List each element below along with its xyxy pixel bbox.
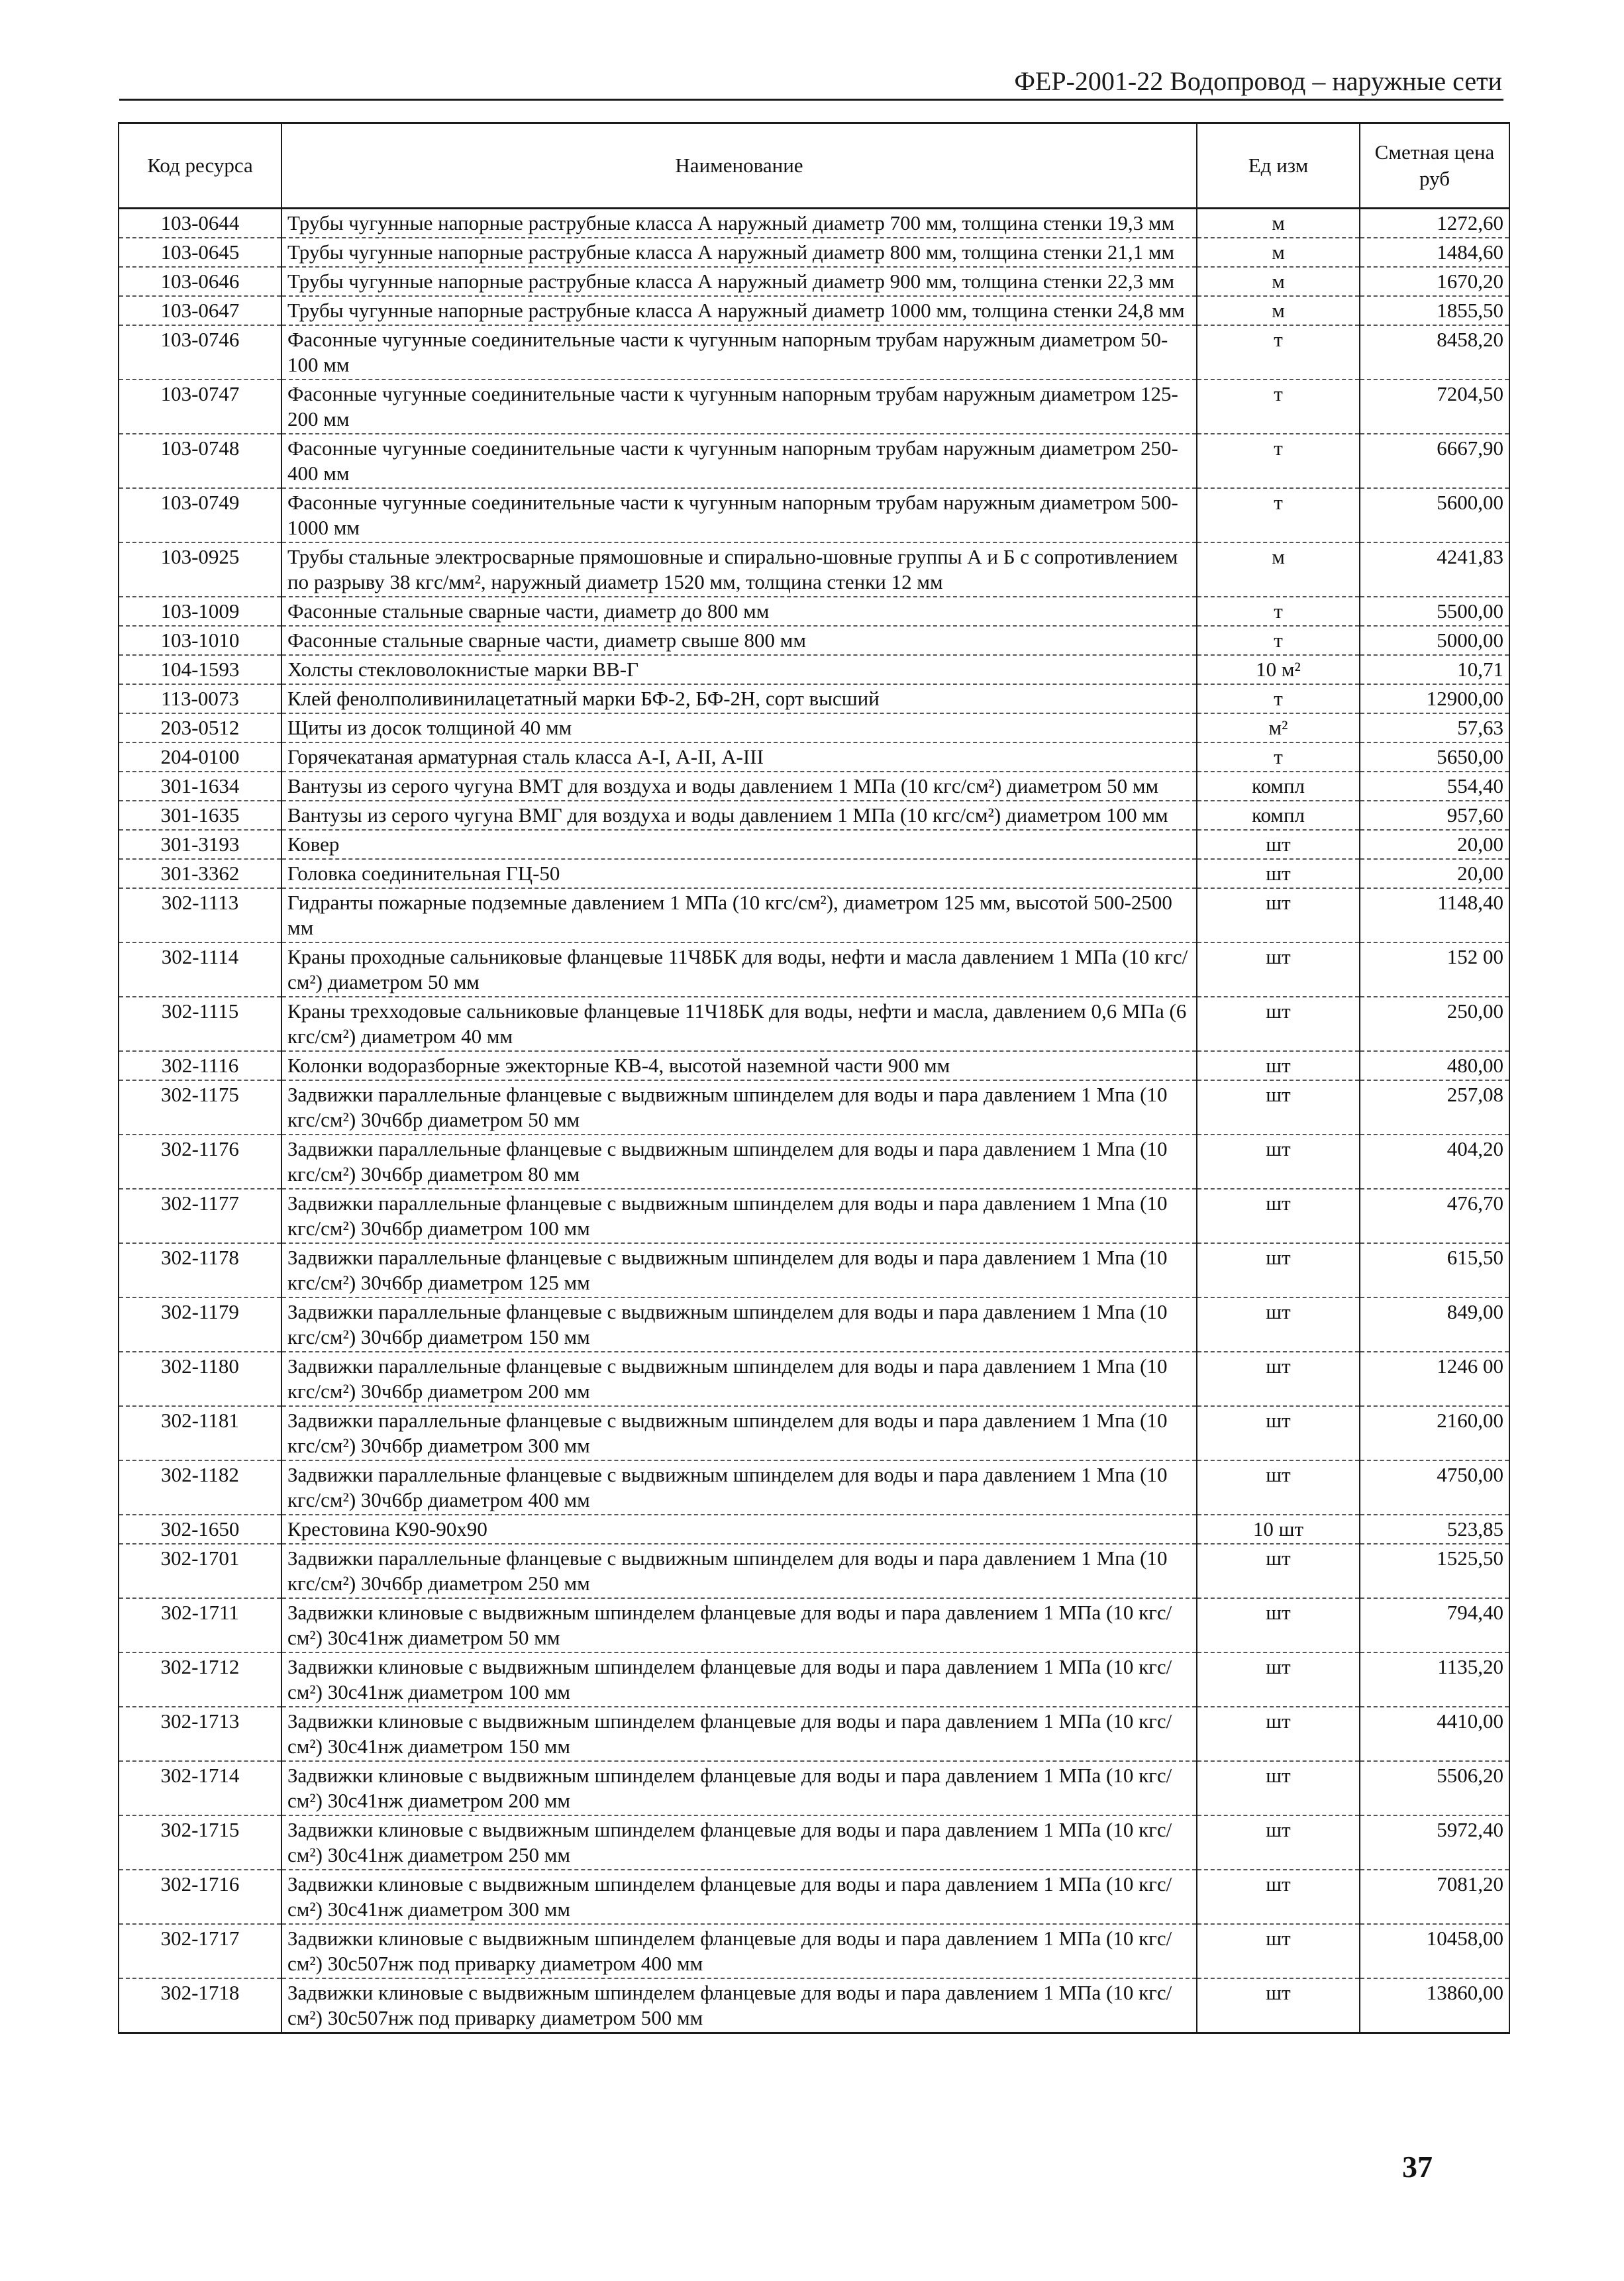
cell-price: 7081,20 xyxy=(1360,1870,1509,1924)
cell-price: 1670,20 xyxy=(1360,267,1509,296)
cell-price: 4241,83 xyxy=(1360,542,1509,597)
table-row xyxy=(119,1080,1509,1135)
table-row xyxy=(119,434,1509,488)
table-row xyxy=(119,1870,1509,1924)
cell-code: 103-0647 xyxy=(119,296,281,325)
cell-code: 204-0100 xyxy=(119,742,281,772)
table-row xyxy=(119,742,1509,772)
cell-price: 476,70 xyxy=(1360,1189,1509,1243)
table-header-row xyxy=(119,123,1509,209)
cell-code: 302-1711 xyxy=(119,1598,281,1652)
cell-price: 1525,50 xyxy=(1360,1544,1509,1598)
cell-price: 20,00 xyxy=(1360,830,1509,859)
cell-name: Задвижки клиновые с выдвижным шпинделем фланцевые для воды и пара давлением 1 МПа (10 кгс/см²) 30с41нж диаметром 150 мм xyxy=(281,1707,1197,1761)
cell-name: Головка соединительная ГЦ-50 xyxy=(281,859,1197,888)
table-row xyxy=(119,1352,1509,1406)
cell-unit: м xyxy=(1197,267,1360,296)
cell-unit: шт xyxy=(1197,1406,1360,1460)
cell-code: 302-1181 xyxy=(119,1406,281,1460)
cell-name: Задвижки параллельные фланцевые с выдвижным шпинделем для воды и пара давлением 1 Мпа (10 кгс/см²) 30ч6бр диаметром 125 мм xyxy=(281,1243,1197,1297)
cell-unit: шт xyxy=(1197,1243,1360,1297)
table-row xyxy=(119,542,1509,597)
cell-code: 103-0646 xyxy=(119,267,281,296)
table-row xyxy=(119,1924,1509,1978)
cell-price: 4750,00 xyxy=(1360,1460,1509,1515)
cell-price: 2160,00 xyxy=(1360,1406,1509,1460)
cell-name: Трубы чугунные напорные раструбные класса А наружный диаметр 700 мм, толщина стенки 19,3 мм xyxy=(281,209,1197,238)
table-row xyxy=(119,888,1509,942)
page-number: 37 xyxy=(1402,2150,1433,2184)
cell-unit: шт xyxy=(1197,1544,1360,1598)
cell-price: 10458,00 xyxy=(1360,1924,1509,1978)
table-row xyxy=(119,1515,1509,1544)
table-row xyxy=(119,1544,1509,1598)
table-body xyxy=(119,209,1509,2033)
cell-unit: т xyxy=(1197,684,1360,713)
column-header-name: Наименование xyxy=(281,123,1197,209)
cell-name: Фасонные стальные сварные части, диаметр свыше 800 мм xyxy=(281,626,1197,655)
cell-unit: м xyxy=(1197,209,1360,238)
cell-price: 849,00 xyxy=(1360,1297,1509,1352)
table-row xyxy=(119,859,1509,888)
cell-price: 4410,00 xyxy=(1360,1707,1509,1761)
cell-name: Холсты стекловолокнистые марки ВВ-Г xyxy=(281,655,1197,684)
cell-unit: т xyxy=(1197,434,1360,488)
table-row xyxy=(119,997,1509,1051)
cell-unit: шт xyxy=(1197,1460,1360,1515)
cell-unit: компл xyxy=(1197,772,1360,801)
cell-price: 12900,00 xyxy=(1360,684,1509,713)
cell-unit: компл xyxy=(1197,801,1360,830)
column-header-unit: Ед изм xyxy=(1197,123,1360,209)
cell-name: Краны проходные сальниковые фланцевые 11Ч8БК для воды, нефти и масла давлением 1 МПа (10 кгс/см²) диаметром 50 мм xyxy=(281,942,1197,997)
cell-name: Задвижки клиновые с выдвижным шпинделем фланцевые для воды и пара давлением 1 МПа (10 кгс/см²) 30с41нж диаметром 200 мм xyxy=(281,1761,1197,1815)
cell-price: 57,63 xyxy=(1360,713,1509,742)
cell-unit: т xyxy=(1197,325,1360,380)
table-row xyxy=(119,1598,1509,1652)
cell-name: Фасонные чугунные соединительные части к чугунным напорным трубам наружным диаметром 50-100 мм xyxy=(281,325,1197,380)
cell-price: 7204,50 xyxy=(1360,380,1509,434)
cell-unit: шт xyxy=(1197,1761,1360,1815)
cell-name: Задвижки клиновые с выдвижным шпинделем фланцевые для воды и пара давлением 1 МПа (10 кгс/см²) 30с41нж диаметром 100 мм xyxy=(281,1652,1197,1707)
cell-price: 250,00 xyxy=(1360,997,1509,1051)
cell-code: 203-0512 xyxy=(119,713,281,742)
table-row xyxy=(119,1297,1509,1352)
header-divider xyxy=(119,99,1503,101)
cell-code: 302-1717 xyxy=(119,1924,281,1978)
cell-name: Задвижки клиновые с выдвижным шпинделем фланцевые для воды и пара давлением 1 МПа (10 кгс/см²) 30с507нж под приварку диаметром 400 мм xyxy=(281,1924,1197,1978)
cell-code: 301-1635 xyxy=(119,801,281,830)
cell-code: 302-1713 xyxy=(119,1707,281,1761)
cell-code: 302-1177 xyxy=(119,1189,281,1243)
cell-price: 8458,20 xyxy=(1360,325,1509,380)
table-row xyxy=(119,325,1509,380)
table-row xyxy=(119,1460,1509,1515)
table-row xyxy=(119,626,1509,655)
cell-price: 152 00 xyxy=(1360,942,1509,997)
cell-code: 104-1593 xyxy=(119,655,281,684)
cell-price: 5000,00 xyxy=(1360,626,1509,655)
table-row xyxy=(119,1406,1509,1460)
cell-name: Трубы стальные электросварные прямошовные и спирально-шовные группы А и Б с сопротивлением по разрыву 38 кгс/мм², наружный диаметр 1520 мм, толщина стенки 12 мм xyxy=(281,542,1197,597)
cell-code: 302-1650 xyxy=(119,1515,281,1544)
cell-name: Задвижки клиновые с выдвижным шпинделем фланцевые для воды и пара давлением 1 МПа (10 кгс/см²) 30с41нж диаметром 300 мм xyxy=(281,1870,1197,1924)
cell-name: Задвижки параллельные фланцевые с выдвижным шпинделем для воды и пара давлением 1 Мпа (10 кгс/см²) 30ч6бр диаметром 100 мм xyxy=(281,1189,1197,1243)
cell-code: 103-1010 xyxy=(119,626,281,655)
cell-unit: 10 м² xyxy=(1197,655,1360,684)
column-header-code: Код ресурса xyxy=(119,123,281,209)
table-row xyxy=(119,1189,1509,1243)
cell-unit: шт xyxy=(1197,1815,1360,1870)
cell-name: Крестовина К90-90х90 xyxy=(281,1515,1197,1544)
cell-name: Фасонные чугунные соединительные части к чугунным напорным трубам наружным диаметром 250-400 мм xyxy=(281,434,1197,488)
cell-unit: шт xyxy=(1197,888,1360,942)
cell-code: 103-0925 xyxy=(119,542,281,597)
running-header: ФЕР-2001-22 Водопровод – наружные сети xyxy=(1014,66,1502,96)
cell-name: Фасонные чугунные соединительные части к чугунным напорным трубам наружным диаметром 500-1000 мм xyxy=(281,488,1197,542)
cell-name: Колонки водоразборные эжекторные КВ-4, высотой наземной части 900 мм xyxy=(281,1051,1197,1080)
cell-price: 20,00 xyxy=(1360,859,1509,888)
cell-code: 301-1634 xyxy=(119,772,281,801)
cell-code: 302-1178 xyxy=(119,1243,281,1297)
cell-unit: т xyxy=(1197,742,1360,772)
cell-name: Вантузы из серого чугуна ВМТ для воздуха и воды давлением 1 МПа (10 кгс/см²) диаметром 50 мм xyxy=(281,772,1197,801)
cell-price: 1855,50 xyxy=(1360,296,1509,325)
cell-code: 302-1179 xyxy=(119,1297,281,1352)
table-row xyxy=(119,1051,1509,1080)
table-row xyxy=(119,1761,1509,1815)
cell-price: 5600,00 xyxy=(1360,488,1509,542)
cell-name: Задвижки параллельные фланцевые с выдвижным шпинделем для воды и пара давлением 1 Мпа (10 кгс/см²) 30ч6бр диаметром 400 мм xyxy=(281,1460,1197,1515)
cell-unit: шт xyxy=(1197,1870,1360,1924)
cell-code: 103-0645 xyxy=(119,238,281,267)
cell-code: 302-1175 xyxy=(119,1080,281,1135)
cell-name: Задвижки клиновые с выдвижным шпинделем фланцевые для воды и пара давлением 1 МПа (10 кгс/см²) 30с41нж диаметром 50 мм xyxy=(281,1598,1197,1652)
cell-unit: шт xyxy=(1197,1598,1360,1652)
cell-unit: шт xyxy=(1197,859,1360,888)
cell-unit: т xyxy=(1197,626,1360,655)
cell-price: 957,60 xyxy=(1360,801,1509,830)
cell-name: Трубы чугунные напорные раструбные класса А наружный диаметр 1000 мм, толщина стенки 24,8 мм xyxy=(281,296,1197,325)
table-row xyxy=(119,1707,1509,1761)
cell-unit: м xyxy=(1197,296,1360,325)
cell-name: Фасонные чугунные соединительные части к чугунным напорным трубам наружным диаметром 125-200 мм xyxy=(281,380,1197,434)
cell-code: 302-1180 xyxy=(119,1352,281,1406)
cell-name: Гидранты пожарные подземные давлением 1 МПа (10 кгс/см²), диаметром 125 мм, высотой 500-2500 мм xyxy=(281,888,1197,942)
cell-code: 302-1715 xyxy=(119,1815,281,1870)
cell-price: 5500,00 xyxy=(1360,597,1509,626)
cell-unit: шт xyxy=(1197,997,1360,1051)
cell-price: 615,50 xyxy=(1360,1243,1509,1297)
cell-price: 480,00 xyxy=(1360,1051,1509,1080)
cell-name: Краны трехходовые сальниковые фланцевые 11Ч18БК для воды, нефти и масла, давлением 0,6 МПа (6 кгс/см²) диаметром 40 мм xyxy=(281,997,1197,1051)
cell-code: 302-1716 xyxy=(119,1870,281,1924)
cell-code: 103-0644 xyxy=(119,209,281,238)
cell-code: 302-1701 xyxy=(119,1544,281,1598)
cell-price: 1148,40 xyxy=(1360,888,1509,942)
cell-name: Клей фенолполивинилацетатный марки БФ-2, БФ-2Н, сорт высший xyxy=(281,684,1197,713)
table-row xyxy=(119,488,1509,542)
cell-unit: шт xyxy=(1197,1051,1360,1080)
cell-code: 302-1113 xyxy=(119,888,281,942)
cell-unit: шт xyxy=(1197,1352,1360,1406)
cell-unit: шт xyxy=(1197,830,1360,859)
cell-code: 113-0073 xyxy=(119,684,281,713)
cell-name: Задвижки параллельные фланцевые с выдвижным шпинделем для воды и пара давлением 1 Мпа (10 кгс/см²) 30ч6бр диаметром 300 мм xyxy=(281,1406,1197,1460)
cell-price: 5650,00 xyxy=(1360,742,1509,772)
cell-code: 302-1182 xyxy=(119,1460,281,1515)
table-row xyxy=(119,942,1509,997)
table-row xyxy=(119,1978,1509,2033)
cell-code: 302-1116 xyxy=(119,1051,281,1080)
cell-unit: м xyxy=(1197,238,1360,267)
cell-name: Задвижки параллельные фланцевые с выдвижным шпинделем для воды и пара давлением 1 Мпа (10 кгс/см²) 30ч6бр диаметром 250 мм xyxy=(281,1544,1197,1598)
table-row xyxy=(119,597,1509,626)
cell-unit: шт xyxy=(1197,1707,1360,1761)
table-row xyxy=(119,684,1509,713)
table-row xyxy=(119,238,1509,267)
table-row xyxy=(119,1243,1509,1297)
table-row xyxy=(119,713,1509,742)
cell-unit: шт xyxy=(1197,942,1360,997)
cell-code: 301-3193 xyxy=(119,830,281,859)
cell-unit: 10 шт xyxy=(1197,1515,1360,1544)
cell-price: 13860,00 xyxy=(1360,1978,1509,2033)
table-row xyxy=(119,1815,1509,1870)
cell-price: 554,40 xyxy=(1360,772,1509,801)
cell-code: 302-1712 xyxy=(119,1652,281,1707)
cell-price: 1272,60 xyxy=(1360,209,1509,238)
cell-code: 302-1114 xyxy=(119,942,281,997)
cell-unit: т xyxy=(1197,488,1360,542)
cell-name: Задвижки параллельные фланцевые с выдвижным шпинделем для воды и пара давлением 1 Мпа (10 кгс/см²) 30ч6бр диаметром 80 мм xyxy=(281,1135,1197,1189)
cell-name: Задвижки клиновые с выдвижным шпинделем фланцевые для воды и пара давлением 1 МПа (10 кгс/см²) 30с507нж под приварку диаметром 500 мм xyxy=(281,1978,1197,2033)
cell-unit: м xyxy=(1197,542,1360,597)
column-header-price: Сметная цена руб xyxy=(1360,123,1509,209)
cell-code: 302-1718 xyxy=(119,1978,281,2033)
cell-price: 1484,60 xyxy=(1360,238,1509,267)
cell-unit: шт xyxy=(1197,1924,1360,1978)
table-row xyxy=(119,655,1509,684)
table-row xyxy=(119,830,1509,859)
cell-code: 302-1176 xyxy=(119,1135,281,1189)
table-row xyxy=(119,209,1509,238)
table-row xyxy=(119,1652,1509,1707)
cell-price: 5972,40 xyxy=(1360,1815,1509,1870)
cell-unit: шт xyxy=(1197,1080,1360,1135)
cell-code: 103-0749 xyxy=(119,488,281,542)
cell-name: Задвижки параллельные фланцевые с выдвижным шпинделем для воды и пара давлением 1 Мпа (10 кгс/см²) 30ч6бр диаметром 200 мм xyxy=(281,1352,1197,1406)
cell-price: 257,08 xyxy=(1360,1080,1509,1135)
cell-name: Задвижки параллельные фланцевые с выдвижным шпинделем для воды и пара давлением 1 Мпа (10 кгс/см²) 30ч6бр диаметром 50 мм xyxy=(281,1080,1197,1135)
cell-unit: т xyxy=(1197,597,1360,626)
table-row xyxy=(119,1135,1509,1189)
cell-price: 523,85 xyxy=(1360,1515,1509,1544)
cell-price: 794,40 xyxy=(1360,1598,1509,1652)
cell-price: 1135,20 xyxy=(1360,1652,1509,1707)
cell-name: Вантузы из серого чугуна ВМГ для воздуха и воды давлением 1 МПа (10 кгс/см²) диаметром 100 мм xyxy=(281,801,1197,830)
table-row xyxy=(119,380,1509,434)
cell-price: 404,20 xyxy=(1360,1135,1509,1189)
resource-price-table xyxy=(118,122,1510,2034)
cell-name: Задвижки параллельные фланцевые с выдвижным шпинделем для воды и пара давлением 1 Мпа (10 кгс/см²) 30ч6бр диаметром 150 мм xyxy=(281,1297,1197,1352)
cell-price: 1246 00 xyxy=(1360,1352,1509,1406)
cell-unit: шт xyxy=(1197,1135,1360,1189)
cell-unit: шт xyxy=(1197,1978,1360,2033)
cell-name: Трубы чугунные напорные раструбные класса А наружный диаметр 800 мм, толщина стенки 21,1 мм xyxy=(281,238,1197,267)
cell-price: 6667,90 xyxy=(1360,434,1509,488)
cell-code: 103-0747 xyxy=(119,380,281,434)
cell-code: 301-3362 xyxy=(119,859,281,888)
cell-price: 10,71 xyxy=(1360,655,1509,684)
cell-code: 103-0746 xyxy=(119,325,281,380)
cell-name: Горячекатаная арматурная сталь класса А-I, А-II, А-III xyxy=(281,742,1197,772)
table-row xyxy=(119,801,1509,830)
table-row xyxy=(119,772,1509,801)
cell-code: 302-1115 xyxy=(119,997,281,1051)
table-row xyxy=(119,296,1509,325)
cell-name: Трубы чугунные напорные раструбные класса А наружный диаметр 900 мм, толщина стенки 22,3 мм xyxy=(281,267,1197,296)
cell-unit: шт xyxy=(1197,1189,1360,1243)
table-row xyxy=(119,267,1509,296)
cell-unit: шт xyxy=(1197,1652,1360,1707)
cell-name: Щиты из досок толщиной 40 мм xyxy=(281,713,1197,742)
cell-code: 302-1714 xyxy=(119,1761,281,1815)
cell-code: 103-0748 xyxy=(119,434,281,488)
cell-name: Ковер xyxy=(281,830,1197,859)
cell-unit: т xyxy=(1197,380,1360,434)
cell-name: Задвижки клиновые с выдвижным шпинделем фланцевые для воды и пара давлением 1 МПа (10 кгс/см²) 30с41нж диаметром 250 мм xyxy=(281,1815,1197,1870)
cell-name: Фасонные стальные сварные части, диаметр до 800 мм xyxy=(281,597,1197,626)
cell-price: 5506,20 xyxy=(1360,1761,1509,1815)
cell-unit: шт xyxy=(1197,1297,1360,1352)
cell-code: 103-1009 xyxy=(119,597,281,626)
cell-unit: м² xyxy=(1197,713,1360,742)
